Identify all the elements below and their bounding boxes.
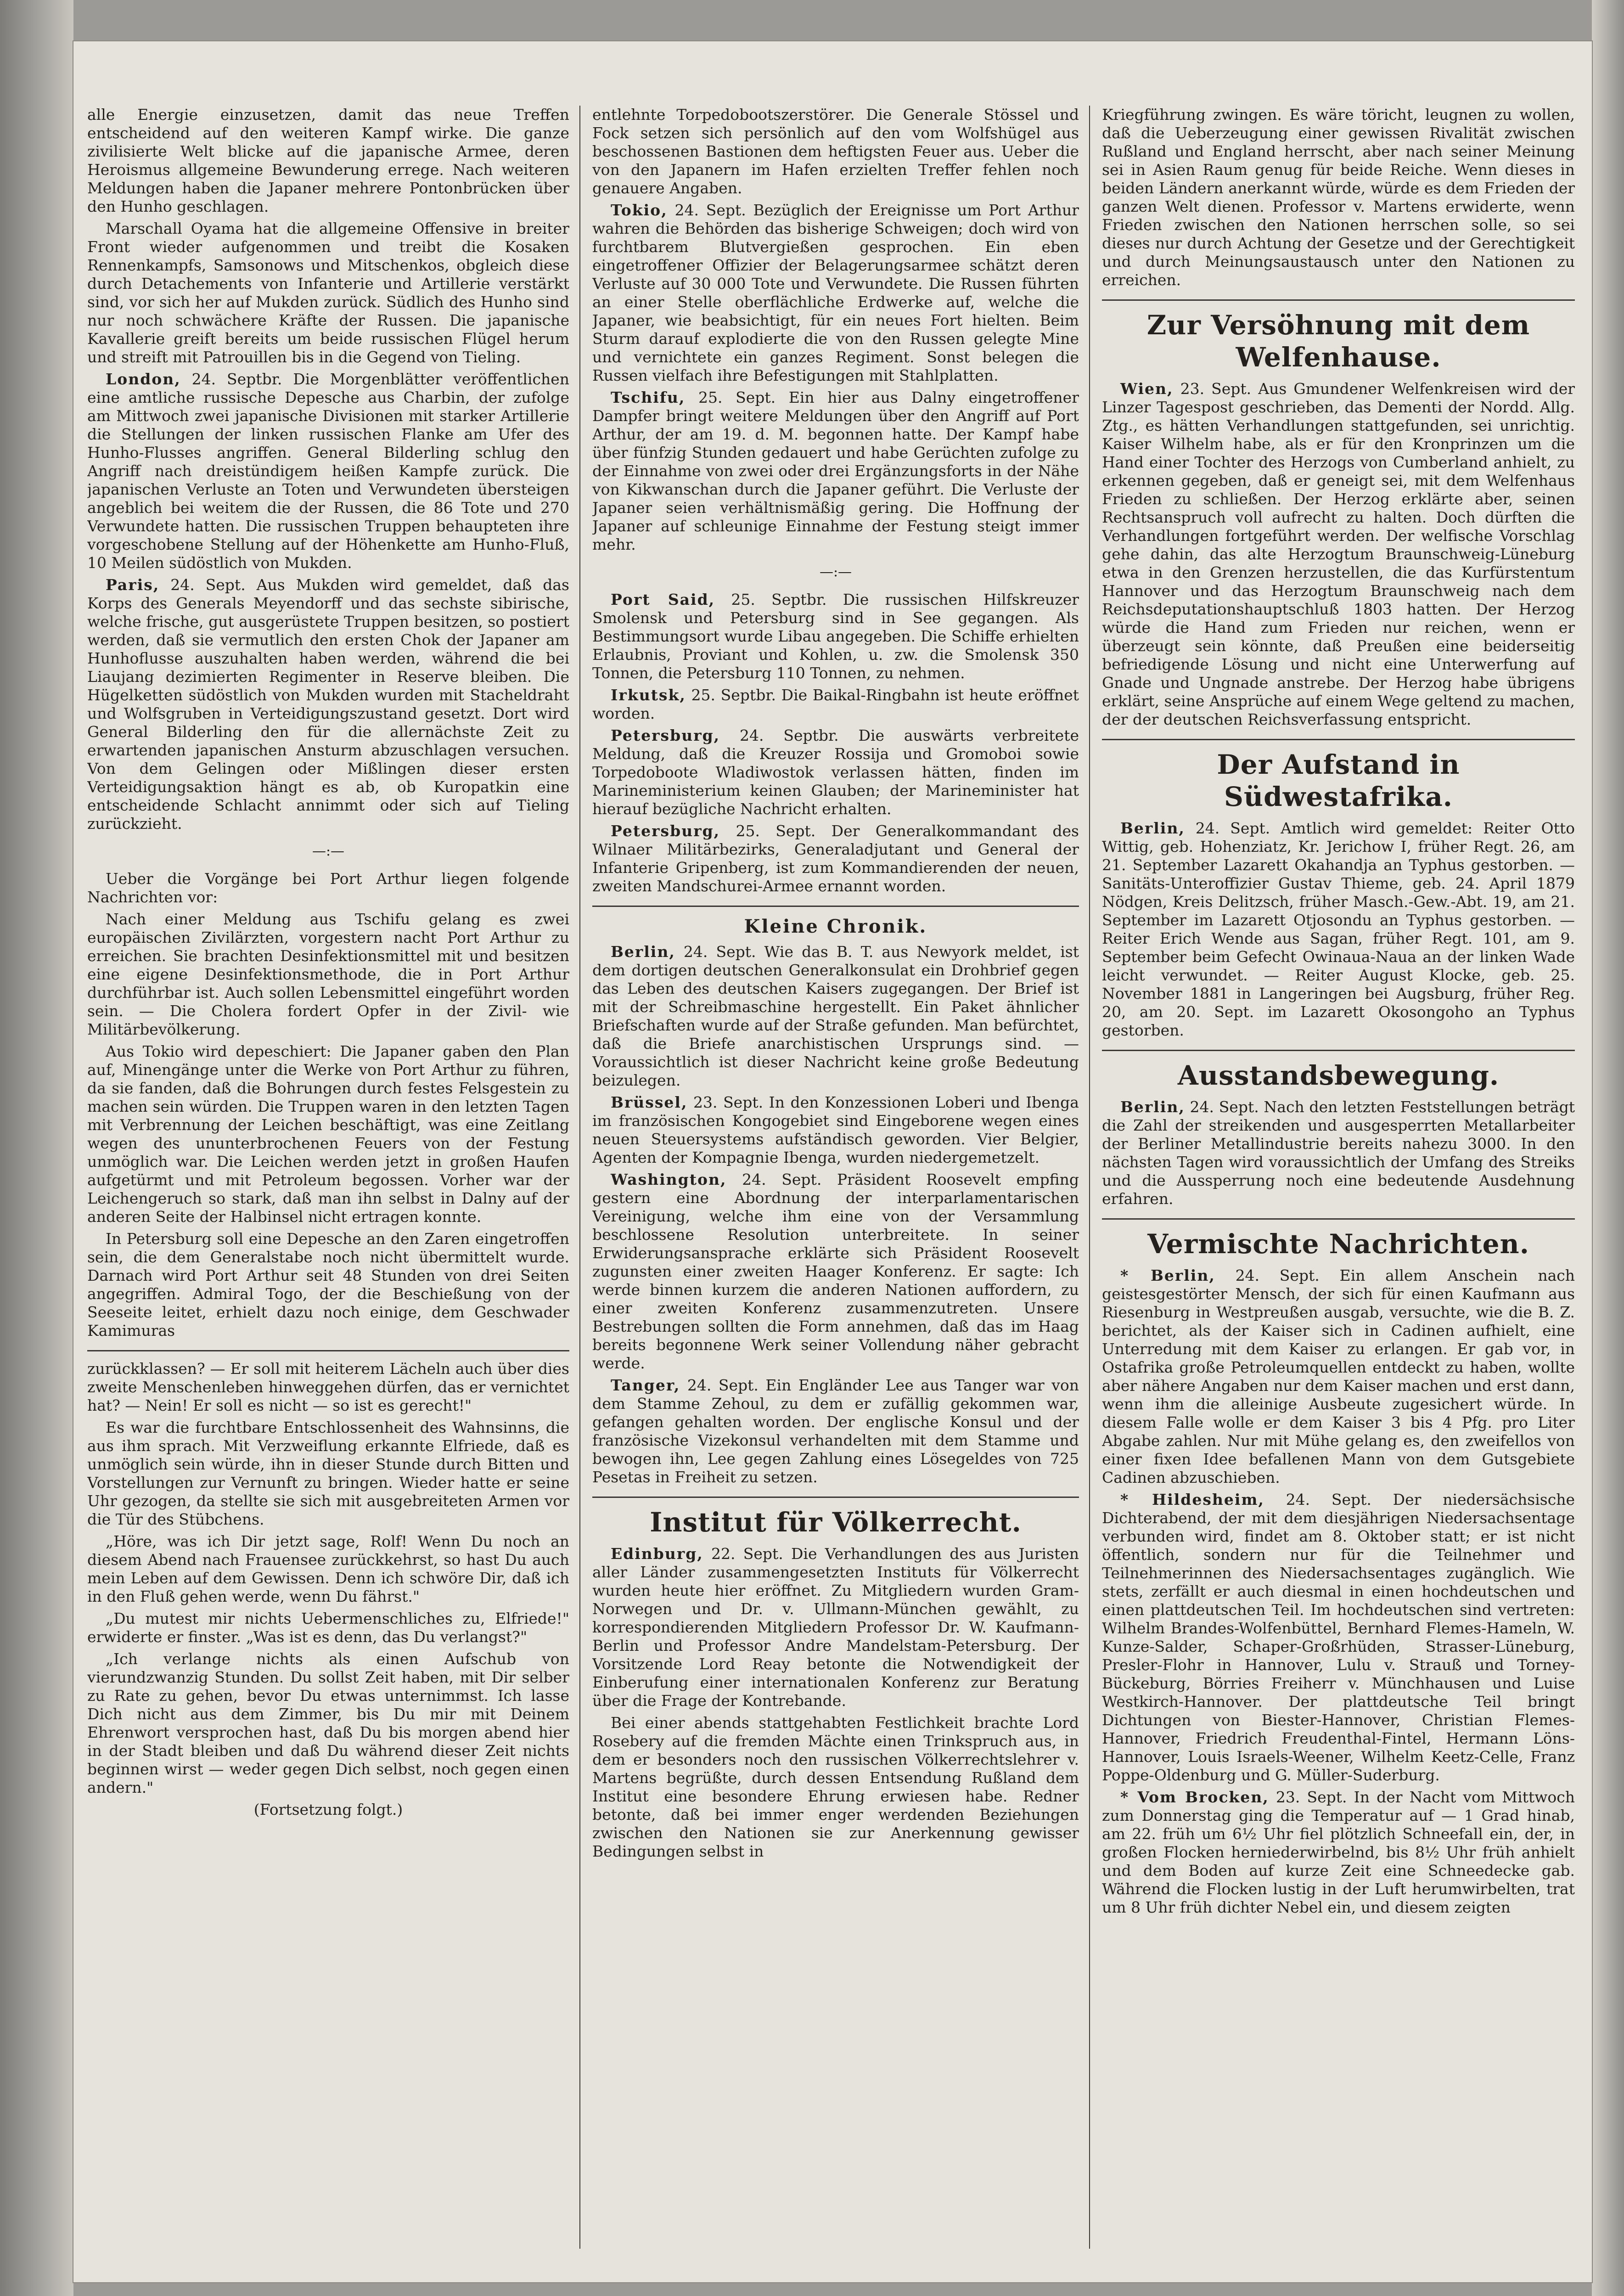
- news-item-text: 25. Septbr. Die russischen Hilfskreuzer Smolensk und Petersburg sind in See gegangen. Als Bestimmungsort wurde Libau angegeben. Die Schiffe erhielten Erlaubnis, Proviant und Kohlen, u. zw. die Smolensk 350 Tonnen, die Petersburg 110 Tonnen, zu nehmen.: [592, 591, 1079, 682]
- news-item-text: 24. Sept. Aus Mukden wird gemeldet, daß das Korps des Generals Meyendorff und das sechste sibirische, welche frische, gut ausgerüstete Truppen besitzen, so postiert werden, daß sie vermutlich den ersten Chok der Japaner am Hunhoflusse auszuhalten haben werden, während die bei Liaujang dezimierten Regimenter in Reserve bleiben. Die Hügelketten südöstlich von Mukden wurden mit Stacheldraht und Wolfsgruben in Verteidigungszustand gesetzt. Dort wird General Bilderling den für die allernächste Zeit zu erwartenden japanischen Ansturm abzuschlagen versuchen. Von dem Gelingen oder Mißlingen dieser ersten Verteidigungsaktion hängt es ab, ob Kuropatkin eine entscheidende Schlacht annimmt oder sich auf Tieling zurückzieht.: [87, 576, 569, 833]
- news-item-hildesheim: [1102, 1491, 1575, 1784]
- section-heading-vermischte: Vermischte Nachrichten.: [1147, 1228, 1529, 1260]
- article-paragraph: Marschall Oyama hat die allgemeine Offensive in breiter Front wieder aufgenommen und treibt die Kosaken Rennenkampfs, Samsonows und Mitschenkos, obgleich diese durch Detachements von Infanterie und Artillerie verstärkt sind, vor sich her auf Mukden zurück. Südlich des Hunho sind nur noch schwächere Kräfte der Russen. Die japanische Kavallerie greift bereits um beide russischen Flügel herum und streift mit Patrouillen bis in die Gegend von Tieling.: [87, 219, 569, 366]
- right-page-edge-shadow: [1592, 0, 1624, 2296]
- dateline-place: Washington,: [611, 1171, 727, 1188]
- dateline-place: Tokio,: [611, 201, 668, 219]
- news-item-wien: [1102, 380, 1575, 729]
- section-divider: [1102, 1218, 1575, 1220]
- news-item-port-said: [592, 591, 1079, 682]
- dateline-place: London,: [106, 370, 181, 388]
- dateline-place: Port Said,: [611, 591, 715, 608]
- column-2: [592, 106, 1079, 2249]
- news-item-text: 24. Sept. Ein allem Anschein nach geistesgestörter Mensch, der sich für einen Kaufmann aus Riesenburg in Westpreußen ausgab, versuchte, wie die B. Z. berichtet, als der Kaiser sich in Cadinen aufhielt, eine Unterredung mit dem Kaiser zu erlangen. Er gab vor, in Ostafrika große Petroleumquellen entdeckt zu haben, wollte aber nähere Angaben nur dem Kaiser machen und erst dann, wenn ihm die alleinige Ausbeute zugesichert würde. In diesem Falle wolle er dem Kaiser 3 bis 4 Pfg. pro Liter Abgabe zahlen. Nur mit Mühe gelang es, den zweifellos von einer fixen Idee befallenen Mann von dem Gutsgebiete Cadinen abzuschieben.: [1102, 1266, 1575, 1486]
- news-item-tokio: [592, 201, 1079, 385]
- news-item-text: 24. Sept. Wie das B. T. aus Newyork meldet, ist dem dortigen deutschen Generalkonsulat ein Drohbrief gegen das Leben des deutschen Kaisers zugegangen. Der Brief ist mit der Schreibmaschine hergestellt. Ein Paket ähnlicher Briefschaften wurde auf der Straße gefunden. Man befürchtet, daß die Briefe anarchistischen Ursprungs sind. — Voraussichtlich ist dieser Nachricht keine große Bedeutung beizulegen.: [592, 943, 1079, 1089]
- news-item-petersburg: [592, 726, 1079, 818]
- dateline-place: Wien,: [1120, 380, 1174, 398]
- feuilleton-paragraph: „Du mutest mir nichts Uebermenschliches zu, Elfriede!" erwiderte er finster. „Was ist es denn, das Du verlangst?": [87, 1609, 569, 1646]
- feuilleton-paragraph: zurückklassen? — Er soll mit heiterem Lächeln auch über dies zweite Menschenleben hinweggehen dürfen, das er vernichtet hat? — Nein! Er soll es nicht — so ist es gerecht!": [87, 1360, 569, 1414]
- news-item-berlin: [592, 943, 1079, 1090]
- news-item-text: 24. Septbr. Die auswärts verbreitete Meldung, daß die Kreuzer Rossija und Gromoboi sowie Torpedoboote Wladiwostok verlassen hätten, finden im Marineministerium keinen Glauben; der Marineminister hat hierauf bezügliche Nachricht erhalten.: [592, 726, 1079, 818]
- dateline-place: * Berlin,: [1120, 1266, 1215, 1284]
- article-paragraph: Nach einer Meldung aus Tschifu gelang es zwei europäischen Zivilärzten, vorgestern nacht Port Arthur zu erreichen. Sie brachten Desinfektionsmittel mit und besitzen eine eigene Desinfektionsmethode, die in Port Arthur durchführbar ist. Auch sollen Lebensmittel eingeführt worden sein. — Die Cholera fordert Opfer in der Zivil- wie Militärbevölkerung.: [87, 910, 569, 1038]
- article-paragraph: In Petersburg soll eine Depesche an den Zaren eingetroffen sein, die dem Generalstabe noch nicht übermittelt wurde. Darnach wird Port Arthur seit 48 Stunden von drei Seiten angegriffen. Admiral Togo, der die Beschießung von der Seeseite leitet, erhielt dazu noch einige, dem Geschwader Kamimuras: [87, 1230, 569, 1339]
- dateline-place: Berlin,: [611, 943, 675, 961]
- news-item-text: 24. Septbr. Die Morgenblätter veröffentlichen eine amtliche russische Depesche aus Charbin, der zufolge am Mittwoch zwei japanische Divisionen mit starker Artillerie die Stellungen der linken russischen Flanke am Ufer des Hunho-Flusses angriffen. General Bilderling schlug den Angriff nach dreistündigem heißen Kampfe zurück. Die japanischen Verluste an Toten und Verwundeten übersteigen angeblich bei weitem die der Russen, die 86 Tote und 270 Verwundete hatten. Die russischen Truppen behaupteten ihre vorgeschobene Stellung auf der Höhenkette am Hunho-Fluß, 10 Meilen südöstlich von Mukden.: [87, 370, 569, 572]
- article-paragraph: alle Energie einzusetzen, damit das neue Treffen entscheidend auf den weiteren Kampf wirke. Die ganze zivilisierte Welt blicke auf die japanische Armee, deren Heroismus allgemeine Bewunderung errege. Nach weiteren Meldungen haben die Japaner mehrere Pontonbrücken über den Hunho geschlagen.: [87, 106, 569, 215]
- article-paragraph: Bei einer abends stattgehabten Festlichkeit brachte Lord Rosebery auf die fremden Mächte einen Trinkspruch aus, in dem er besonders noch den russischen Völkerrechtslehrer v. Martens begrüßte, durch dessen Entsendung Rußland dem Institut eine besondere Ehrung erwiesen habe. Redner betonte, daß bei immer enger werdenden Beziehungen zwischen den Nationen sie zur Anerkennung gewisser Bedingungen selbst in: [592, 1714, 1079, 1860]
- news-item-text: 23. Sept. In den Konzessionen Loberi und Ibenga im französischen Kongogebiet sind Eingeborene wegen eines neuen Steuersystems aufständisch geworden. Vier Belgier, Agenten der Kompagnie Ibenga, wurden niedergemetzelt.: [592, 1093, 1079, 1166]
- dateline-place: Petersburg,: [611, 822, 720, 840]
- news-item-text: 24. Sept. Der niedersächsische Dichterabend, der mit dem diesjährigen Niedersachsentage verbunden wird, findet am 8. Oktober statt; er ist nicht öffentlich, sondern nur für die Teilnehmer und Teilnehmerinnen des Niedersachsentages zugänglich. Wie stets, zerfällt er auch diesmal in einen hochdeutschen und einen plattdeutschen Teil. Im hochdeutschen sind vertreten: Wilhelm Brandes-Wolfenbüttel, Bernhard Flemes-Hameln, W. Kunze-Salder, Schaper-Großrhüden, Strasser-Lüneburg, Presler-Flohr in Hannover, Lulu v. Strauß und Torney-Bückeburg, Börries Freiherr v. Münchhausen und Luise Westkirch-Hannover. Der plattdeutsche Teil bringt Dichtungen von Biester-Hannover, Christian Flemes-Hannover, Friedrich Freudenthal-Fintel, Hermann Löns-Hannover, Louis Israels-Weener, Wilhelm Keetz-Celle, Franz Poppe-Oldenburg und G. Müller-Suderburg.: [1102, 1491, 1575, 1784]
- feuilleton-paragraph: „Höre, was ich Dir jetzt sage, Rolf! Wenn Du noch an diesem Abend nach Frauensee zurückkehrst, so hast Du auch mein Leben auf dem Gewissen. Denn ich schwöre Dir, daß ich in den Fluß gehen werde, wenn Du fährst.": [87, 1532, 569, 1605]
- dateline-place: Tschifu,: [611, 388, 686, 406]
- news-item-text: 24. Sept. Präsident Roosevelt empfing gestern eine Abordnung der interparlamentarischen Vereinigung, welche ihm eine von der Versammlung beschlossene Resolution unterbreitete. In seiner Erwiderungsansprache erklärte sich Präsident Roosevelt zugunsten einer zweiten Haager Konferenz. Er sagte: Ich werde binnen kurzem die anderen Nationen auffordern, zu einer zweiten Konferenz zusammenzutreten. Unsere Bestrebungen sollten die Form annehmen, daß das im Haag bereits begonnene Werk seiner Vollendung näher gebracht werde.: [592, 1171, 1079, 1372]
- section-divider: [1102, 739, 1575, 740]
- news-item-irkutsk: [592, 686, 1079, 723]
- news-item-text: 22. Sept. Die Verhandlungen des aus Juristen aller Länder zusammengesetzten Instituts für Völkerrecht wurden heute hier eröffnet. Zu Mitgliedern wurden Gram-Norwegen und Dr. v. Ullmann-München gewählt, zu korrespondierenden Mitgliedern Professor Dr. W. Kaufmann-Berlin und Professor Andre Mandelstam-Petersburg. Der Vorsitzende Lord Reay betonte die Notwendigkeit der Einberufung einer internationalen Konferenz zur Beratung über die Frage der Kontrebande.: [592, 1545, 1079, 1710]
- news-item-tanger: [592, 1376, 1079, 1486]
- section-heading-ausstandsbewegung: Ausstandsbewegung.: [1177, 1060, 1500, 1091]
- dateline-place: Edinburg,: [611, 1545, 703, 1563]
- section-heading-aufstand: Der Aufstand in Südwestafrika.: [1217, 749, 1460, 812]
- section-divider: [592, 1497, 1079, 1498]
- section-separator: —:—: [312, 843, 345, 859]
- news-item-berlin: [1102, 819, 1575, 1040]
- news-item-edinburg: [592, 1545, 1079, 1710]
- news-item-text: 25. Sept. Ein hier aus Dalny eingetroffener Dampfer bringt weitere Meldungen über den Angriff auf Port Arthur, der am 19. d. M. begonnen hatte. Der Kampf habe über fünfzig Stunden gedauert und habe Gerüchten zufolge zu der Einnahme von zwei oder drei Ergänzungsforts in der Nähe von Kikwanschan durch die Japaner geführt. Die Verluste der Japaner seien verhältnismäßig gering. Die Hoffnung der Japaner auf schleunige Einnahme der Festung steigt immer mehr.: [592, 388, 1079, 553]
- news-item-text: 24. Sept. Nach den letzten Feststellungen beträgt die Zahl der streikenden und ausgesperrten Metallarbeiter der Berliner Metallindustrie bereits nahezu 3000. In den nächsten Tagen wird voraussichtlich der Umfang des Streiks und die Aussperrung noch eine bedeutende Ausdehnung erfahren.: [1102, 1098, 1575, 1208]
- section-divider: [1102, 1050, 1575, 1051]
- column-rule-2: [1089, 106, 1090, 2249]
- column-3: [1102, 106, 1575, 2249]
- dateline-place: Irkutsk,: [611, 686, 686, 704]
- news-item-berlin: [1102, 1098, 1575, 1208]
- news-item-washington: [592, 1171, 1079, 1373]
- article-paragraph: Kriegführung zwingen. Es wäre töricht, leugnen zu wollen, daß die Ueberzeugung einer gewissen Rivalität zwischen Rußland und England herrscht, aber nach seiner Meinung sei in Asien Raum genug für beide Reiche. Wenn dieses in beiden Ländern anerkannt würde, würde es dem Frieden der ganzen Welt dienen. Professor v. Martens erwiderte, wenn Frieden zwischen den Nationen herrschen solle, so sei dieses nur durch Achtung der Gesetze und der Gerechtigkeit und durch Meinungsaustausch unter den Nationen zu erreichen.: [1102, 106, 1575, 289]
- news-item-text: 24. Sept. Amtlich wird gemeldet: Reiter Otto Wittig, geb. Hohenziatz, Kr. Jerichow I, früher Regt. 26, am 21. September Lazarett Okahandja an Typhus gestorben. — Sanitäts-Unteroffizier Gustav Thieme, geb. 24. April 1879 Nödgen, Kreis Delitzsch, früher Masch.-Gew.-Abt. 19, am 21. September im Lazarett Otjosondu an Typhus gestorben. — Reiter Erich Wende aus Sagan, früher Regt. 101, am 9. September beim Gefecht Owinaua-Naua an der linken Wade leicht verwundet. — Reiter August Klocke, geb. 25. November 1881 in Langeringen bei Augsburg, früher Reg. 20, am 20. Sept. im Lazarett Okosongoho an Typhus gestorben.: [1102, 819, 1575, 1039]
- section-heading-kleine-chronik: Kleine Chronik.: [744, 916, 927, 937]
- news-item-berlin: [1102, 1266, 1575, 1487]
- news-item-text: 25. Sept. Der Generalkommandant des Wilnaer Militärbezirks, Generaladjutant und General der Infanterie Gripenberg, ist zum Kommandierenden der neuen, zweiten Mandschurei-Armee ernannt worden.: [592, 822, 1079, 895]
- dateline-place: Petersburg,: [611, 726, 720, 744]
- news-item-text: 23. Sept. In der Nacht vom Mittwoch zum Donnerstag ging die Temperatur auf — 1 Grad hinab, am 22. früh um 6½ Uhr fiel plötzlich Schneefall ein, der, in großen Flocken herniederwirbelnd, bis 8½ Uhr früh anhielt und dem Boden auf kurze Zeit eine Schneedecke gab. Während die Flocken lustig in der Luft herumwirbelten, trat um 8 Uhr früh dichter Nebel ein, und diesem zeigten: [1102, 1788, 1575, 1916]
- dateline-place: Tanger,: [611, 1376, 680, 1394]
- section-separator: —:—: [819, 564, 852, 580]
- dateline-place: Berlin,: [1120, 1098, 1185, 1116]
- article-paragraph: entlehnte Torpedobootszerstörer. Die Generale Stössel und Fock setzen sich persönlich auf den vom Wolfshügel aus beschossenen Bastionen dem heftigsten Feuer aus. Ueber die von den Japanern im Hafen erzielten Treffer fehlen noch genauere Angaben.: [592, 106, 1079, 197]
- news-item-london: [87, 370, 569, 572]
- news-item-bruessel: [592, 1093, 1079, 1167]
- news-item-text: 25. Septbr. Die Baikal-Ringbahn ist heute eröffnet worden.: [592, 686, 1079, 722]
- article-paragraph: Aus Tokio wird depeschiert: Die Japaner gaben den Plan auf, Minengänge unter die Werke von Port Arthur zu führen, da sie fanden, daß die Bohrungen durch festes Felsgestein zu machen sein würden. Die Truppen waren in den letzten Tagen mit Verbrennung der Leichen beschäftigt, was eine Zeitlang wegen des ununterbrochenen Feuers von der Festung unmöglich war. Die Leichen werden jetzt in großen Haufen aufgetürmt und mit Petroleum begossen. Vorher war der Leichengeruch so stark, daß man ihn selbst in Dalny auf der anderen Seite der Halbinsel nicht ertragen konnte.: [87, 1042, 569, 1226]
- news-item-brocken: [1102, 1788, 1575, 1917]
- section-divider: [592, 906, 1079, 907]
- dateline-place: * Hildesheim,: [1120, 1491, 1264, 1508]
- news-item-text: 23. Sept. Aus Gmundener Welfenkreisen wird der Linzer Tagespost geschrieben, das Dementi der Nordd. Allg. Ztg., es hätten Verhandlungen stattgefunden, sei unrichtig. Kaiser Wilhelm habe, als er für den Kronprinzen um die Hand einer Tochter des Herzogs von Cumberland anhielt, zu erkennen gegeben, daß er geneigt sei, mit dem Welfenhaus Frieden zu schließen. Der Herzog erklärte aber, seinen Rechtsanspruch voll aufrecht zu halten. Doch dürften die Verhandlungen fortgeführt werden. Der welfische Vorschlag gehe dahin, das alte Herzogtum Braunschweig-Lüneburg etwa in den Grenzen herzustellen, die das Kurfürstentum Hannover und das Herzogtum Braunschweig nach dem Reichsdeputationshauptschluß 1803 hatten. Der Herzog würde die Hand zum Frieden nur reichen, wenn er überzeugt sein könnte, daß Preußen eine beiderseitig befriedigende Lösung und nicht eine Unterwerfung auf Gnade und Ungnade anstrebe. Der Herzog habe übrigens erklärt, seine Ansprüche auf einem Wege geltend zu machen, der der deutschen Reichsverfassung entspricht.: [1102, 380, 1575, 728]
- column-1: [87, 106, 569, 2249]
- continuation-note: (Fortsetzung folgt.): [253, 1801, 403, 1818]
- section-divider: [1102, 299, 1575, 301]
- news-item-text: 24. Sept. Bezüglich der Ereignisse um Port Arthur wahren die Behörden das bisherige Schweigen; doch wird von furchtbarem Blutvergießen gesprochen. Ein eben eingetroffener Offizier der Belagerungsarmee schätzt deren Verluste auf 30 000 Tote und Verwundete. Die Russen führten an einer Stelle oberflächliche Erdwerke auf, welche die Japaner, wie beabsichtigt, für ein neues Fort hielten. Beim Sturm darauf explodierte die von den Russen gelegte Mine und vernichtete ein ganzes Regiment. Sonst belegen die Russen vielfach ihre Befestigungen mit Stahlplatten.: [592, 201, 1079, 384]
- article-paragraph: Ueber die Vorgänge bei Port Arthur liegen folgende Nachrichten vor:: [87, 870, 569, 906]
- feuilleton-paragraph: Es war die furchtbare Entschlossenheit des Wahnsinns, die aus ihm sprach. Mit Verzweiflung erkannte Elfriede, daß es unmöglich sein würde, ihn in dieser Stunde durch Bitten und Vorstellungen zur Vernunft zu bringen. Wieder hatte er seine Uhr gezogen, da stellte sie sich mit ausgebreiteten Armen vor die Tür des Stübchens.: [87, 1418, 569, 1528]
- dateline-place: Berlin,: [1120, 819, 1185, 837]
- dateline-place: Brüssel,: [611, 1093, 688, 1111]
- news-item-tschifu: [592, 388, 1079, 554]
- column-rule-1: [579, 106, 580, 2249]
- section-heading-institut: Institut für Völkerrecht.: [650, 1507, 1022, 1538]
- news-item-text: 24. Sept. Ein Engländer Lee aus Tanger war von dem Stamme Zehoul, zu dem er zufällig gekommen war, gefangen gehalten worden. Der englische Konsul und der französische Vizekonsul verhandelten mit dem Stamme und bewogen ihn, Lee gegen Zahlung eines Lösegeldes von 725 Pesetas in Freiheit zu setzen.: [592, 1376, 1079, 1486]
- news-item-paris: [87, 576, 569, 833]
- feuilleton-paragraph: „Ich verlange nichts als einen Aufschub von vierundzwanzig Stunden. Du sollst Zeit haben, mit Dir selber zu Rate zu gehen, bevor Du etwas unternimmst. Ich lasse Dich nicht aus dem Zimmer, bis Du mir mit Deinem Ehrenwort versprochen hast, daß Du bis morgen abend hier in der Stadt bleiben und daß Du während dieser Zeit nichts beginnen wirst — weder gegen Dich selbst, noch gegen einen andern.": [87, 1650, 569, 1796]
- news-item-petersburg: [592, 822, 1079, 895]
- dateline-place: * Vom Brocken,: [1120, 1788, 1269, 1806]
- dateline-place: Paris,: [106, 576, 160, 594]
- left-page-edge-shadow: [0, 0, 73, 2296]
- feuilleton-divider: [87, 1350, 569, 1351]
- section-heading-welfenhaus: Zur Versöhnung mit dem Welfenhause.: [1146, 310, 1530, 373]
